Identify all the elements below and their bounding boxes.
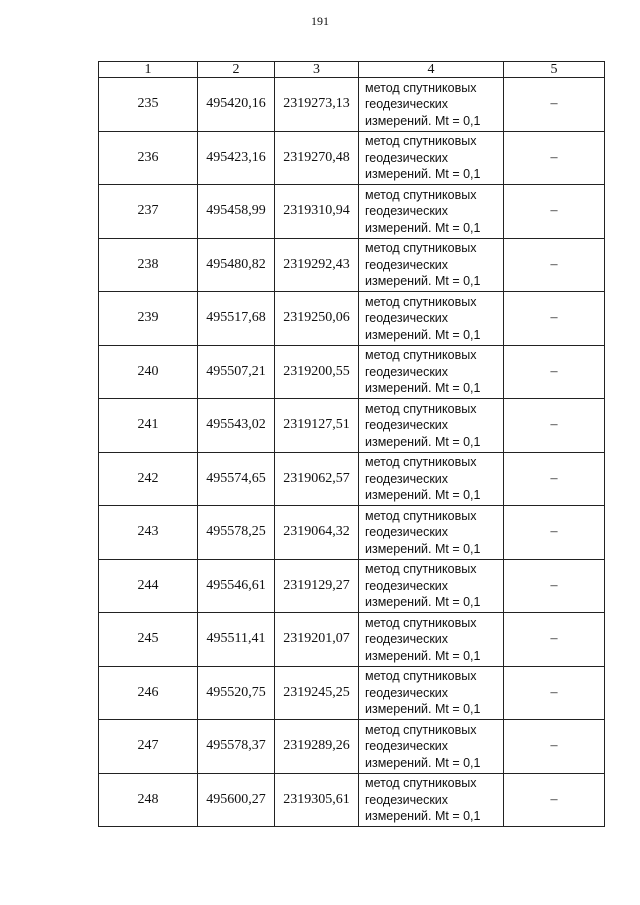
method-line: измерений. Mt = 0,1 — [365, 327, 481, 342]
method-cell — [359, 345, 504, 399]
table-row — [99, 720, 605, 774]
method-line: метод спутниковых — [365, 134, 477, 148]
x-coordinate-cell: 495546,61 — [198, 559, 275, 613]
header-col-4: 4 — [359, 62, 504, 78]
method-line: геодезических — [365, 257, 449, 272]
header-col-2: 2 — [198, 62, 275, 78]
method-line: метод спутниковых — [365, 294, 477, 309]
header-col-3: 3 — [275, 62, 359, 78]
table-body — [99, 78, 605, 827]
method-line: метод спутниковых — [365, 562, 477, 576]
coordinates-table — [98, 61, 605, 827]
method-cell — [359, 131, 504, 185]
method-line: измерений. Mt = 0,1 — [365, 381, 481, 395]
method-line: геодезических — [365, 204, 449, 218]
x-coordinate-cell: 495480,82 — [198, 238, 275, 292]
point-number-cell: 235 — [99, 78, 198, 132]
point-number-cell: 244 — [99, 559, 198, 613]
point-number-cell: 238 — [99, 238, 198, 292]
note-cell: – — [504, 78, 605, 132]
x-coordinate-cell: 495543,02 — [198, 399, 275, 453]
method-cell — [359, 78, 504, 132]
method-line: геодезических — [365, 471, 449, 486]
header-col-1: 1 — [99, 62, 198, 78]
y-coordinate-cell: 2319273,13 — [275, 78, 359, 132]
table-row — [99, 131, 605, 185]
method-line: метод спутниковых — [365, 348, 477, 362]
note-cell: – — [504, 773, 605, 827]
x-coordinate-cell: 495511,41 — [198, 613, 275, 667]
method-line: измерений. Mt = 0,1 — [365, 702, 481, 716]
x-coordinate-cell: 495574,65 — [198, 452, 275, 506]
note-cell: – — [504, 185, 605, 239]
header-col-5: 5 — [504, 62, 605, 78]
y-coordinate-cell: 2319250,06 — [275, 292, 359, 346]
table-row — [99, 666, 605, 720]
method-cell — [359, 773, 504, 827]
note-cell: – — [504, 452, 605, 506]
point-number-cell: 248 — [99, 773, 198, 827]
method-line: геодезических — [365, 150, 449, 165]
x-coordinate-cell: 495578,25 — [198, 506, 275, 560]
note-cell: – — [504, 613, 605, 667]
method-line: метод спутниковых — [365, 80, 477, 95]
method-line: геодезических — [365, 525, 449, 539]
method-line: геодезических — [365, 792, 449, 807]
note-cell: – — [504, 345, 605, 399]
method-line: геодезических — [365, 97, 449, 111]
x-coordinate-cell: 495578,37 — [198, 720, 275, 774]
table-row — [99, 399, 605, 453]
y-coordinate-cell: 2319305,61 — [275, 773, 359, 827]
y-coordinate-cell: 2319310,94 — [275, 185, 359, 239]
method-line: геодезических — [365, 364, 449, 379]
note-cell: – — [504, 238, 605, 292]
table-header — [99, 62, 605, 78]
table-row — [99, 238, 605, 292]
method-line: измерений. Mt = 0,1 — [365, 648, 481, 663]
y-coordinate-cell: 2319270,48 — [275, 131, 359, 185]
point-number-cell: 236 — [99, 131, 198, 185]
page-number: 191 — [311, 14, 329, 28]
x-coordinate-cell: 495520,75 — [198, 666, 275, 720]
y-coordinate-cell: 2319289,26 — [275, 720, 359, 774]
table-row — [99, 506, 605, 560]
method-cell — [359, 292, 504, 346]
method-cell — [359, 559, 504, 613]
y-coordinate-cell: 2319201,07 — [275, 613, 359, 667]
method-line: измерений. Mt = 0,1 — [365, 113, 481, 128]
method-line: измерений. Mt = 0,1 — [365, 167, 481, 181]
table-row — [99, 185, 605, 239]
method-line: метод спутниковых — [365, 241, 477, 255]
point-number-cell: 240 — [99, 345, 198, 399]
note-cell: – — [504, 666, 605, 720]
method-line: метод спутниковых — [365, 401, 477, 416]
method-line: метод спутниковых — [365, 508, 477, 523]
method-cell — [359, 666, 504, 720]
method-line: измерений. Mt = 0,1 — [365, 755, 481, 770]
x-coordinate-cell: 495458,99 — [198, 185, 275, 239]
method-line: метод спутниковых — [365, 722, 477, 737]
method-line: метод спутниковых — [365, 776, 477, 790]
method-line: геодезических — [365, 311, 449, 325]
x-coordinate-cell: 495507,21 — [198, 345, 275, 399]
method-cell — [359, 452, 504, 506]
point-number-cell: 247 — [99, 720, 198, 774]
table-row — [99, 559, 605, 613]
header-row — [99, 62, 605, 78]
method-line: метод спутниковых — [365, 615, 477, 630]
method-line: метод спутниковых — [365, 669, 477, 683]
point-number-cell: 237 — [99, 185, 198, 239]
table-row — [99, 78, 605, 132]
method-line: измерений. Mt = 0,1 — [365, 541, 481, 556]
table-row — [99, 345, 605, 399]
point-number-cell: 245 — [99, 613, 198, 667]
method-line: геодезических — [365, 578, 449, 593]
method-line: метод спутниковых — [365, 187, 477, 202]
method-cell — [359, 238, 504, 292]
method-cell — [359, 506, 504, 560]
y-coordinate-cell: 2319064,32 — [275, 506, 359, 560]
method-line: измерений. Mt = 0,1 — [365, 809, 481, 823]
method-line: измерений. Mt = 0,1 — [365, 595, 481, 609]
table-row — [99, 452, 605, 506]
y-coordinate-cell: 2319062,57 — [275, 452, 359, 506]
note-cell: – — [504, 559, 605, 613]
method-cell — [359, 613, 504, 667]
note-cell: – — [504, 506, 605, 560]
method-line: геодезических — [365, 739, 449, 753]
point-number-cell: 243 — [99, 506, 198, 560]
note-cell: – — [504, 131, 605, 185]
method-line: метод спутниковых — [365, 455, 477, 469]
method-cell — [359, 720, 504, 774]
point-number-cell: 246 — [99, 666, 198, 720]
note-cell: – — [504, 292, 605, 346]
y-coordinate-cell: 2319292,43 — [275, 238, 359, 292]
method-line: измерений. Mt = 0,1 — [365, 488, 481, 502]
x-coordinate-cell: 495423,16 — [198, 131, 275, 185]
note-cell: – — [504, 399, 605, 453]
x-coordinate-cell: 495600,27 — [198, 773, 275, 827]
method-cell — [359, 185, 504, 239]
note-cell: – — [504, 720, 605, 774]
table-row — [99, 292, 605, 346]
x-coordinate-cell: 495517,68 — [198, 292, 275, 346]
table-row — [99, 773, 605, 827]
method-line: измерений. Mt = 0,1 — [365, 220, 481, 235]
point-number-cell: 241 — [99, 399, 198, 453]
method-line: измерений. Mt = 0,1 — [365, 434, 481, 449]
method-line: геодезических — [365, 685, 449, 700]
method-line: измерений. Mt = 0,1 — [365, 274, 481, 288]
method-line: геодезических — [365, 632, 449, 646]
method-line: геодезических — [365, 418, 449, 432]
point-number-cell: 239 — [99, 292, 198, 346]
y-coordinate-cell: 2319129,27 — [275, 559, 359, 613]
method-cell — [359, 399, 504, 453]
x-coordinate-cell: 495420,16 — [198, 78, 275, 132]
y-coordinate-cell: 2319200,55 — [275, 345, 359, 399]
table-row — [99, 613, 605, 667]
y-coordinate-cell: 2319245,25 — [275, 666, 359, 720]
point-number-cell: 242 — [99, 452, 198, 506]
y-coordinate-cell: 2319127,51 — [275, 399, 359, 453]
